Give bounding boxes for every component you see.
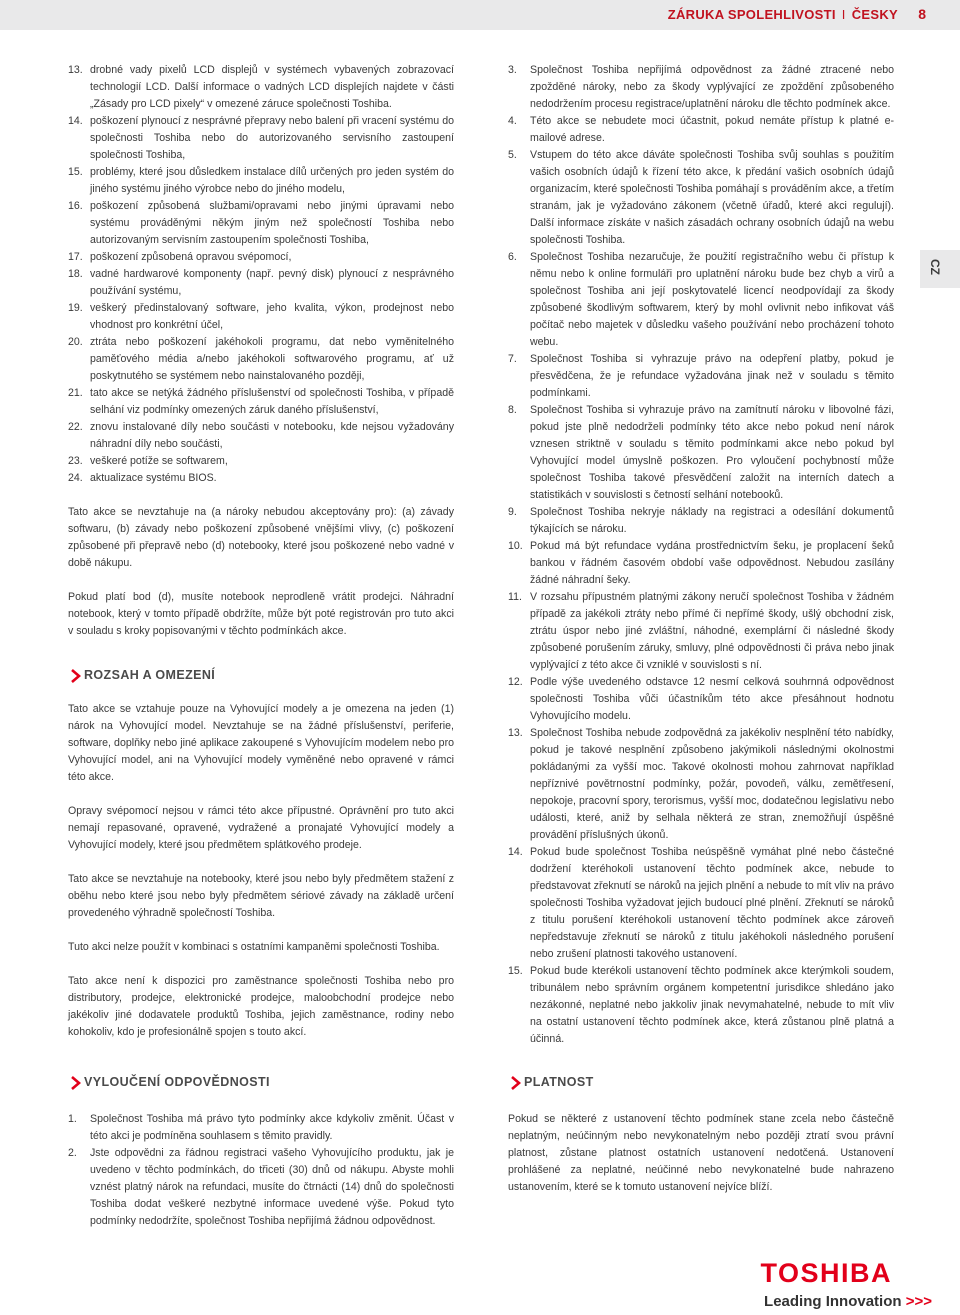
section-title: VYLOUČENÍ ODPOVĚDNOSTI	[84, 1075, 270, 1089]
validity-section	[508, 1074, 894, 1196]
paragraph: Pokud platí bod (d), musíte notebook neprodleně vrátit prodejci. Náhradní notebook, který v tomto případě obdržíte, může být poté registrován pro tuto akci v souladu s kroky popisovanými v těchto podmínkách akce.	[68, 591, 454, 637]
section-title: ROZSAH A OMEZENÍ	[84, 668, 216, 682]
section-title: PLATNOST	[524, 1075, 594, 1089]
tagline: Leading Innovation >>>	[764, 1293, 932, 1310]
paragraph: Pokud se některé z ustanovení těchto podmínek stane zcela nebo částečně neplatným, neúčinným nebo nevykonatelným nebo později ztratí svou právní platnost, zůstane platnost ostatních ustanovení nedotčená. Ustanovení prohlášené za neplatné, neúčinné nebo nevykonatelné bude nahrazeno ustanovením, které se k tomuto ustanovení nejvíce blíží.	[508, 1113, 894, 1193]
list-item: 15. problémy, které jsou důsledkem instalace dílů určených pro jeden systém do jiného systému jiného výrobce nebo do jiného modelu,	[68, 166, 454, 195]
list-item: 11. V rozsahu přípustném platnými zákony neručí společnost Toshiba v žádném případě za jakékoli ztráty nebo přímé či nepřímé škody, ušlý obchodní zisk, ztrátu úspor nebo jiné zvláštní, náhodné, exemplární či následné škody způsobené porušením záruky, smluvy, plné odpovědnosti či práva nebo jinak vyplývající z této akce či vzniklé v souvislosti s ní.	[508, 591, 894, 671]
list-item: 7. Společnost Toshiba si vyhrazuje právo na odepření platby, pokud je přesvědčena, že je refundace vyžadována jinak než v souladu s těmito podmínkami.	[508, 353, 894, 399]
list-item: 22. znovu instalované díly nebo součásti v notebooku, kde nejsou vyžadovány náhradní díly nebo součásti,	[68, 421, 454, 450]
paragraph: Tato akce se nevztahuje na (a nároky nebudou akceptovány pro): (a) závady softwaru, (b) závady nebo poškození způsobené vnějšími vlivy, (c) poškození způsobené při přepravě nebo (d) notebooky, které jsou poškozené nebo vadné v době nákupu.	[68, 506, 454, 569]
chevron-right-icon	[68, 669, 84, 683]
section-heading-vylouceni	[68, 1074, 454, 1091]
list-item: 1. Společnost Toshiba má právo tyto podmínky akce kdykoliv změnit. Účast v této akci je podmíněna souhlasem s těmito pravidly.	[68, 1113, 454, 1142]
list-item: 21. tato akce se netýká žádného příslušenství od společnosti Toshiba, v případě selhání viz podmínky omezených záruk daného příslušenství,	[68, 387, 454, 416]
list-item: 16. poškození způsobená službami/opravami nebo jinými úpravami nebo systému prováděnými někým jiným než společností Toshiba nebo autorizovaným servisním zastoupením společnosti Toshiba,	[68, 200, 454, 246]
left-column	[68, 62, 454, 1041]
conditions-list	[508, 62, 894, 1048]
list-item: 4. Této akce se nebudete moci účastnit, pokud nemáte přístup k platné e-mailové adrese.	[508, 115, 894, 144]
list-item: 17. poškození způsobená opravou svépomocí,	[68, 251, 292, 263]
list-item: 6. Společnost Toshiba nezaručuje, že použití registračního webu či přístup k němu nebo k online formuláři pro uplatnění nároku bude bez chyb a virů a společnost Toshiba ani její poskytovatelé licencí neodpovídají za škody způsobené škodlivým softwarem, který by mohl ovlivnit nebo infikovat váš počítač nebo majetek v důsledku vašeho používání nebo procházení tohoto webu.	[508, 251, 894, 348]
list-item: 18. vadné hardwarové komponenty (např. pevný disk) plynoucí z nesprávného používání systému,	[68, 268, 454, 297]
list-item: 19. veškerý předinstalovaný software, jeho kvalita, výkon, prodejnost nebo vhodnost pro konkrétní účel,	[68, 302, 454, 331]
list-item: 13. drobné vady pixelů LCD displejů v systémech vybavených zobrazovací technologií LCD. Další informace o vadných LCD displejích najdete v části „Zásady pro LCD pixely“ v omezené záruce společnosti Toshiba.	[68, 64, 454, 110]
chevron-right-icon	[508, 1076, 524, 1090]
paragraph: Tato akce se nevztahuje na notebooky, které jsou nebo byly předmětem stažení z oběhu nebo které jsou nebo byly předmětem sériové závady na základě určení provedeného výhradně společností Toshiba.	[68, 873, 454, 919]
list-item: 14. poškození plynoucí z nesprávné přepravy nebo balení při vracení systému do společnosti Toshiba nebo do autorizovaného servisního zastoupení společnosti Toshiba,	[68, 115, 454, 161]
toshiba-logo: TOSHIBA	[760, 1258, 892, 1288]
list-item: 3. Společnost Toshiba nepřijímá odpovědnost za žádné ztracené nebo zpožděné nároky, nebo za škody vyplývající ze zpoždění způsobeného nedodržením procesu registrace/uplatnění nároku dle těchto podmínek akce.	[508, 64, 894, 110]
chevron-right-icon	[68, 1076, 84, 1090]
list-item: 8. Společnost Toshiba si vyhrazuje právo na zamítnutí nároku v libovolné fázi, pokud jste plně nedodrželi podmínky této akce nebo pokud není nárok vznesen striktně v souladu s těmito podmínkami akce nebo pokud byl Vyhovující model úmyslně poškozen. Pro vyloučení pochybností může společnost Toshiba takové přesvědčení založit na interních datech a statistikách v souvislosti s četností selhání notebooků.	[508, 404, 894, 501]
page-number: 8	[918, 6, 926, 22]
header-title: ZÁRUKA SPOLEHLIVOSTI I ČESKY	[667, 7, 898, 22]
paragraph: Tuto akci nelze použít v kombinaci s ostatními kampaněmi společnosti Toshiba.	[68, 941, 440, 953]
list-item: 13. Společnost Toshiba nebude zodpovědná za jakékoliv nesplnění této nabídky, pokud je takové nesplnění způsobeno jakýmikoli následnými okolnostmi pokládanými za vyšší moc. Takové okolnosti mohou zahrnovat například nepříznivé povětrnostní podmínky, požár, povodeň, válku, zemětřesení, nepokoje, pracovní spory, terorismus, vyšší moc, dodatečnou legislativu nebo události, které, aniž by selhala některá ze stran, znemožňují úspěšné provádění příslušných úkonů.	[508, 727, 894, 841]
paragraph: Tato akce se vztahuje pouze na Vyhovující modely a je omezena na jeden (1) nárok na Vyhovující model. Nevztahuje se na žádné příslušenství, periferie, software, doplňky nebo jiné aplikace zakoupené s Vyhovujícím modelem nebo pro Vyhovující model, ani na Vyhovující modely vyměněné nebo opravené v rámci této akce.	[68, 703, 454, 783]
list-item: 20. ztráta nebo poškození jakéhokoli programu, dat nebo vyměnitelného paměťového média a/nebo jakéhokoli softwarového programu, ať už poskytnutého se systémem nebo nainstalovaného později,	[68, 336, 454, 382]
list-item: 12. Podle výše uvedeného odstavce 12 nesmí celková souhrnná odpovědnost společnosti Toshiba vůči účastníkům této akce přesáhnout hodnotu Vyhovujícího modelu.	[508, 676, 894, 722]
list-item: 24. aktualizace systému BIOS.	[68, 472, 217, 484]
disclaimer-section	[68, 1074, 454, 1230]
list-item: 5. Vstupem do této akce dáváte společnosti Toshiba svůj souhlas s použitím vašich osobních údajů k řízení této akce, k předání vašich osobních údajů organizacím, které společnosti Toshiba pomáhají s prováděním akce, a třetím stranám, jak je vyžadováno zákonem (včetně úřadů, které akci regulují). Další informace získáte v našich zásadách ochrany osobních údajů na webu společnosti Toshiba.	[508, 149, 894, 246]
list-item: 2. Jste odpovědni za řádnou registraci vašeho Vyhovujícího produktu, jak je uvedeno v těchto podmínkách, do třiceti (30) dnů od nákupu. Abyste mohli vznést platný nárok na refundaci, musíte do čtrnácti (14) dnů do společnosti Toshiba dodat veškeré nezbytné informace uvedené výše. Pokud tyto podmínky nedodržíte, společnost Toshiba nepřijímá žádnou odpovědnost.	[68, 1147, 454, 1227]
list-item: 9. Společnost Toshiba nekryje náklady na registraci a odesílání dokumentů týkajících se nároku.	[508, 506, 894, 535]
section-heading-platnost	[508, 1074, 894, 1091]
list-item: 15. Pokud bude kterékoli ustanovení těchto podmínek akce kterýmkoli soudem, tribunálem nebo správním orgánem kompetentní jurisdikce shledáno jako nezákonné, neplatné nebo jakkoliv jinak nevymahatelné, nebude to mít vliv na ostatní ustanovení těchto podmínek akce, která zůstanou plně platná a účinná.	[508, 965, 894, 1045]
paragraph: Opravy svépomocí nejsou v rámci této akce přípustné. Oprávnění pro tuto akci nemají repasované, opravené, vydražené a pronajaté Vyhovující modely a Vyhovující modely, které jsou předmětem splátkového prodeje.	[68, 805, 454, 851]
language-tab: CZ	[920, 250, 960, 288]
exclusions-list	[68, 62, 454, 487]
list-item: 23. veškeré potíže se softwarem,	[68, 455, 228, 467]
section-heading-rozsah	[68, 667, 454, 684]
list-item: 14. Pokud bude společnost Toshiba neúspěšně vymáhat plné nebo částečné dodržení kteréhokoli ustanovení těchto podmínek akce, nebude to představovat zřeknutí se nároků na jejich plnění a nebude to mít vliv na právo společnosti Toshiba vyžadovat jejich budoucí plné plnění. Zřeknutí se nároků z titulu porušení kteréhokoli ustanovení těchto podmínek akce zároveň nepředstavuje zřeknutí se nároků z titulu jakéhokoli následného porušení nebo zrušení platnosti takového ustanovení.	[508, 846, 894, 960]
arrows-icon: >>>	[905, 1293, 932, 1310]
right-column	[508, 62, 894, 1048]
list-item: 10. Pokud má být refundace vydána prostřednictvím šeku, je proplacení šeků bankou v řádném časovém období vaše odpovědnost. Nebudou zasílány žádné náhradní šeky.	[508, 540, 894, 586]
paragraph: Tato akce není k dispozici pro zaměstnance společnosti Toshiba nebo pro distributory, prodejce, elektronické prodejce, maloobchodní prodejce nebo jakékoliv jiné dodavatele produktů Toshiba, jejich zaměstnance, rodiny nebo kohokoliv, kdo je profesionálně spojen s touto akcí.	[68, 975, 454, 1038]
